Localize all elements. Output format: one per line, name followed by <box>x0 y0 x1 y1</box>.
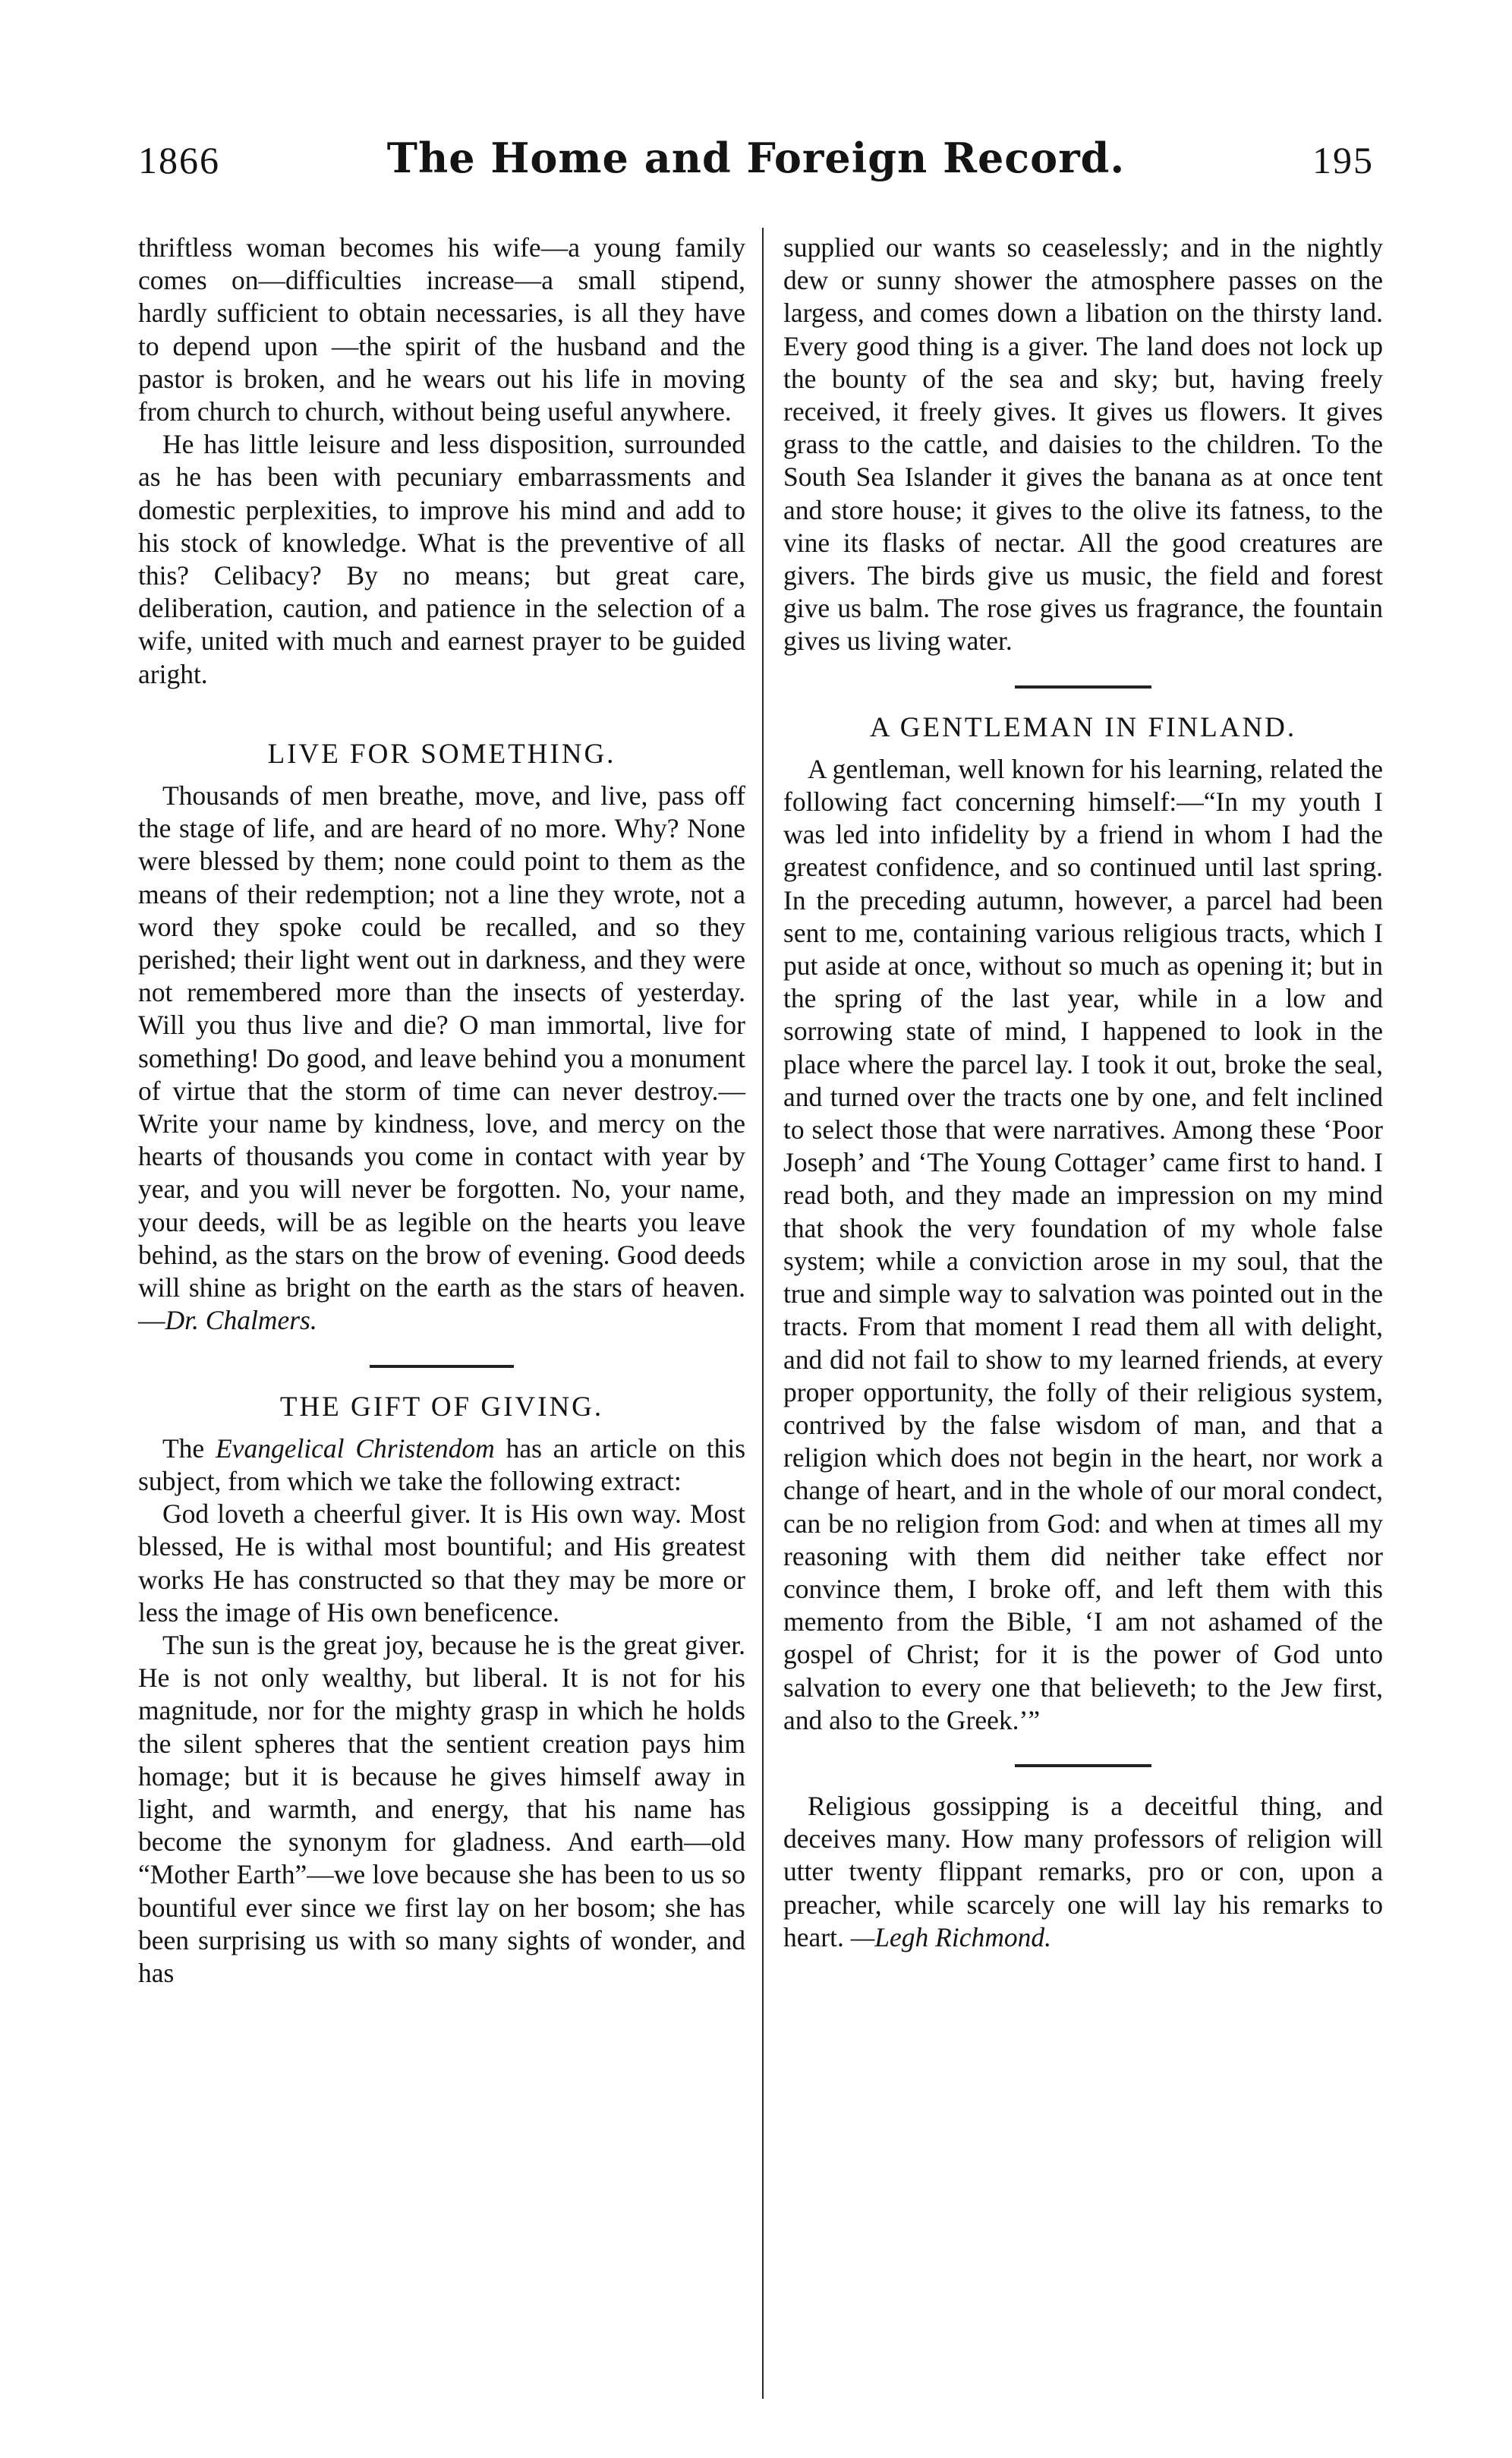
gift-intro-text-b: has an article on this subject, from which we take the following extract: <box>138 1432 746 1496</box>
article-paragraph: He has little leisure and less disposition, surrounded as he has been with pecuniary embarrassments and domestic perplexities, to improve his mind and add to his stock of knowledge. What is the preventive of all this? Celibacy? By no means; but great care, deliberation, caution, and patience in the selection of a wife, united with much and earnest prayer to be guided aright. <box>138 429 745 689</box>
gift-intro-text-a: The <box>162 1432 205 1464</box>
column-divider <box>762 228 764 2399</box>
left-column <box>138 232 745 1990</box>
section-rule <box>370 1365 514 1368</box>
live-body-text: Thousands of men breathe, move, and live, pass off the stage of life, and are heard of no more. Why? None were blessed by them; none could point to them as the means of their redemption; not a line they wrote, not a word they spoke could be recalled, and so they perished; their light went out in darkness, and they were not remembered more than the insects of yesterday. Will you thus live and die? O man immortal, live for something! Do good, and leave behind you a monument of virtue that the storm of time can never destroy.— Write your name by kindness, love, and mercy on the hearts of thousands you come in contact with year by year, and you will never be forgotten. No, your name, your deeds, will be as legible on the hearts you leave behind, as the stars on the brow of evening. Good deeds will shine as bright on the earth as the stars of heaven.— <box>138 780 745 1336</box>
gift-paragraph-2: The sun is the great joy, because he is the great giver. He is not only wealthy, but liberal. It is not for his magnitude, nor for the mighty grasp in which he holds the silent spheres that the sentient creation pays him homage; but it is because he gives himself away in light, and warmth, and energy, that his name has become the synonym for gladness. And earth—old “Mother Earth”—we love because she has been to us so bountiful ever since we first lay on her bosom; she has been surprising us with so many sights of wonder, and has <box>138 1629 745 1988</box>
heading-gentleman-in-finland: A GENTLEMAN IN FINLAND. <box>869 711 1297 743</box>
header-year: 1866 <box>138 139 220 181</box>
gift-paragraph-1: God loveth a cheerful giver. It is His own way. Most blessed, He is withal most bountiful; and His greatest works He has constructed so that they may be more or less the image of His own beneficence. <box>138 1498 745 1628</box>
section-rule <box>1015 1764 1151 1767</box>
article-continuation: thriftless woman becomes his wife—a young family comes on—difficulties increase—a small stipend, hardly sufficient to obtain necessaries, is all they have to depend upon —the spirit of the husband and the pastor is broken, and he wears out his life in moving from church to church, without being useful anywhere. <box>138 232 745 427</box>
gift-continuation: supplied our wants so ceaselessly; and in the nightly dew or sunny shower the atmosphere passes on the largess, and comes down a libation on the thirsty land. Every good thing is a giver. The land does not lock up the bounty of the sea and sky; but, having freely received, it freely gives. It gives us flowers. It gives grass to the cattle, and daisies to the children. To the South Sea Islander it gives the banana as at once tent and store house; it gives to the olive its fatness, to the vine its flasks of nectar. All the good creatures are givers. The birds give us music, the field and forest give us balm. The rose gives us fragrance, the fountain gives us living water. <box>783 232 1383 657</box>
finland-body: A gentleman, well known for his learning, related the following fact concerning himself:—“In my youth I was led into infidelity by a friend in whom I had the greatest confidence, and so continued until last spring. In the preceding autumn, however, a parcel had been sent to me, containing various religious tracts, which I put aside at once, without so much as opening it; but in the spring of the last year, while in a low and sorrowing state of mind, I happened to look in the place where the parcel lay. I took it out, broke the seal, and turned over the tracts one by one, and felt inclined to select those that were narratives. Among these ‘Poor Joseph’ and ‘The Young Cottager’ came first to hand. I read both, and they made an impression on my mind that shook the very foundation of my whole false system; while a conviction arose in my soul, that the true and simple way to salvation was pointed out in the tracts. From that moment I read them all with delight, and did not fail to show to my learned friends, at every proper opportunity, the folly of their religious system, contrived by the false wisdom of man, and that a religion which does not begin in the heart, nor work a change of heart, and in the whole of our moral condect, can be no religion from God: and when at times all my reasoning with them did neither take effect nor convince them, I broke off, and left them with this memento from the Bible, ‘I am not ashamed of the gospel of Christ; for it is the power of God unto salvation to every one that believeth; to the Jew first, and also to the Greek.’” <box>783 753 1383 1735</box>
heading-gift-of-giving: THE GIFT OF GIVING. <box>279 1391 604 1423</box>
publication-name: Evangelical Christendom <box>216 1432 495 1464</box>
live-attribution: Dr. Chalmers. <box>165 1305 317 1336</box>
right-column <box>783 232 1383 1954</box>
gossip-attribution: —Legh Richmond. <box>850 1921 1051 1952</box>
live-for-something-body <box>138 780 745 1337</box>
gossip-paragraph <box>783 1790 1383 1954</box>
page-number: 195 <box>1312 139 1374 181</box>
gift-intro <box>138 1432 745 1498</box>
heading-live-for-something: LIVE FOR SOMETHING. <box>267 738 616 770</box>
gossip-text: Religious gossipping is a deceitful thing, and deceives many. How many professors of religion will utter twenty flippant remarks, pro or con, upon a preacher, while scarcely one will lay his remarks to heart. <box>783 1790 1383 1952</box>
running-header <box>138 134 1374 199</box>
section-gap <box>138 691 745 727</box>
section-rule <box>1015 685 1151 689</box>
journal-title: The Home and Foreign Record. <box>386 134 1126 182</box>
